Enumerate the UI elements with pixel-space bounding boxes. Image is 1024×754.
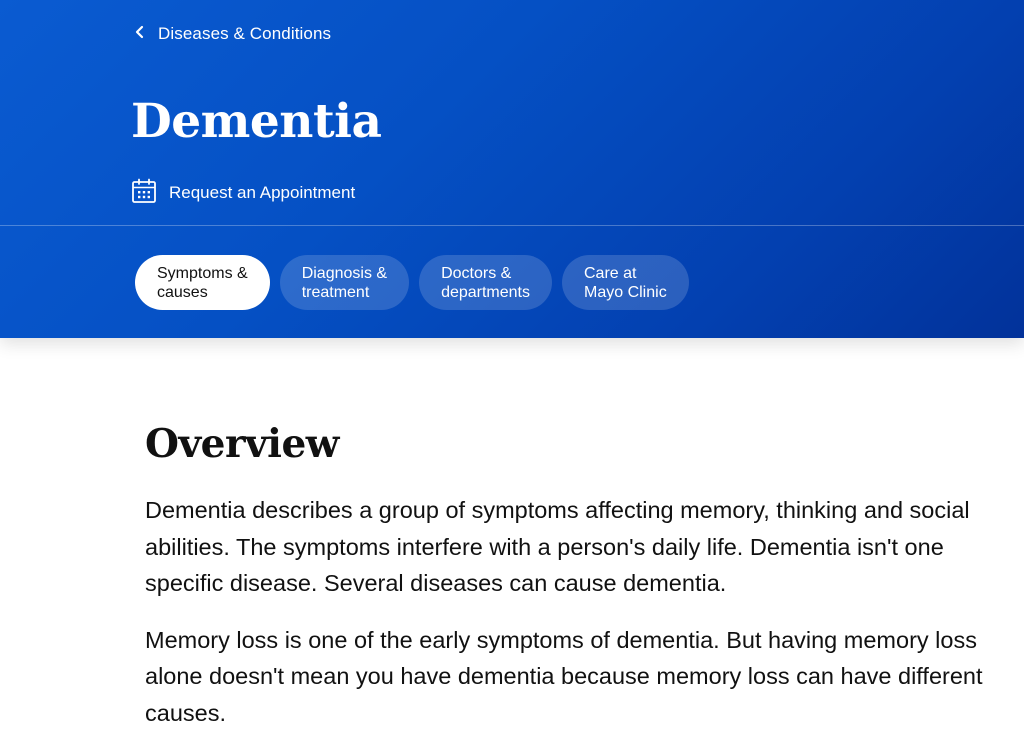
tab-care-at-mayo-clinic[interactable]: Care at Mayo Clinic xyxy=(562,255,689,310)
breadcrumb-label: Diseases & Conditions xyxy=(158,24,332,43)
overview-paragraph-1: Dementia describes a group of symptoms affecting memory, thinking and social abilities. The symptoms interfere with a person's daily life. Dementia isn't one specific disease. Several diseases can cause dementia. xyxy=(145,497,970,596)
request-appointment-label: Request an Appointment xyxy=(169,183,356,202)
section-tabs xyxy=(135,255,689,310)
main-content xyxy=(145,418,1015,751)
chevron-left-icon xyxy=(134,25,146,44)
page-title: Dementia xyxy=(131,94,382,149)
tab-diagnosis-treatment[interactable]: Diagnosis & treatment xyxy=(280,255,409,310)
calendar-icon xyxy=(131,178,157,209)
page-header xyxy=(0,0,1024,338)
overview-paragraph-2: Memory loss is one of the early symptoms of dementia. But having memory loss alone doesn't mean you have dementia because memory loss can have different causes. xyxy=(145,626,983,726)
overview-heading: Overview xyxy=(145,421,339,467)
breadcrumb-back-link[interactable] xyxy=(134,22,331,46)
request-appointment-link[interactable] xyxy=(131,179,355,207)
tab-doctors-departments[interactable]: Doctors & departments xyxy=(419,255,552,310)
header-divider xyxy=(0,225,1024,226)
tab-symptoms-causes[interactable]: Symptoms & causes xyxy=(135,255,270,310)
